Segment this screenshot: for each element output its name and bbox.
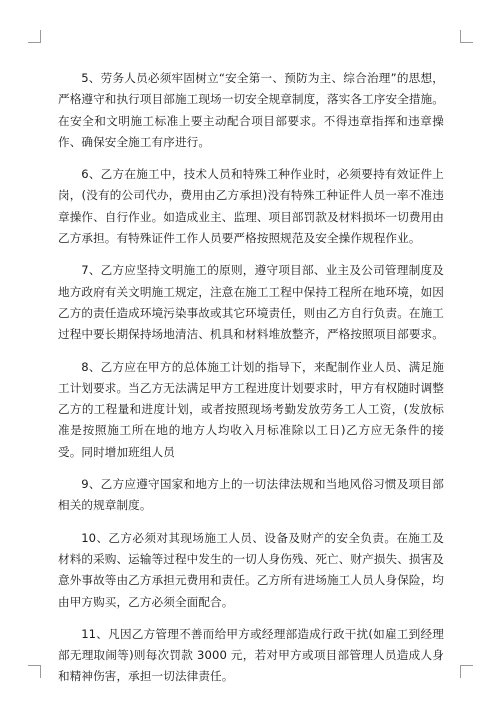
clause-7: 7、乙方应坚持文明施工的原则，遵守项目部、业主及公司管理制度及地方政府有关文明施工规定，注意在施工工程中保持工程所在地环境，如因乙方的责任造成环境污染事故或其它环境责任，则由乙方自行负责。在施工过程中要长期保持场地清洁、机具和材料堆放整齐，严格按照项目部要求。 — [58, 263, 444, 342]
clause-11: 11、凡因乙方管理不善而给甲方或经理部造成行政干扰(如雇工到经理部无理取闹等)则每次罚款 3000 元，若对甲方或项目部管理人员造成人身和精神伤害，承担一切法律责任。 — [58, 626, 444, 684]
crop-mark-bottom-left — [28, 665, 41, 678]
clause-8: 8、乙方应在甲方的总体施工计划的指导下，来配制作业人员、满足施工计划要求。当乙方无法满足甲方工程进度计划要求时，甲方有权随时调整乙方的工程量和进度计划，或者按照现场考勤发放劳务工人工资，(发放标准是按照施工所在地的地方人均收入月标准除以工日)乙方应无条件的接受。同时增加班组人员 — [58, 359, 444, 459]
clause-6: 6、乙方在施工中，技术人员和特殊工种作业时，必须要持有效证件上岗，(没有的公司代办，费用由乙方承担)没有特殊工种证件人员一率不准违章操作、自行作业。如造成业主、监理、项目部罚款及材料损坏一切费用由乙方承担。有特殊证件工作人员要严格按照规范及安全操作规程作业。 — [58, 167, 444, 246]
crop-mark-top-left — [28, 30, 41, 43]
clause-5: 5、劳务人员必须牢固树立“安全第一、预防为主、综合治理”的思想，严格遵守和执行项目部施工现场一切安全规章制度，落实各工序安全措施。在安全和文明施工标准上要主动配合项目部要求。不得违章指挥和违章操作、确保安全施工有序进行。 — [58, 71, 444, 149]
document-body — [58, 68, 444, 699]
crop-mark-top-right — [460, 30, 473, 43]
crop-mark-bottom-right — [460, 665, 473, 678]
clause-9: 9、乙方应遵守国家和地方上的一切法律法规和当地风俗习惯及项目部相关的规章制度。 — [58, 477, 444, 513]
clause-10: 10、乙方必须对其现场施工人员、设备及财产的安全负责。在施工及材料的采购、运输等过程中发生的一切人身伤残、死亡、财产损失、损害及意外事故等由乙方承担元费用和责任。乙方所有进场施工人员人身保险，均由甲方购买，乙方必须全面配合。 — [58, 530, 444, 609]
